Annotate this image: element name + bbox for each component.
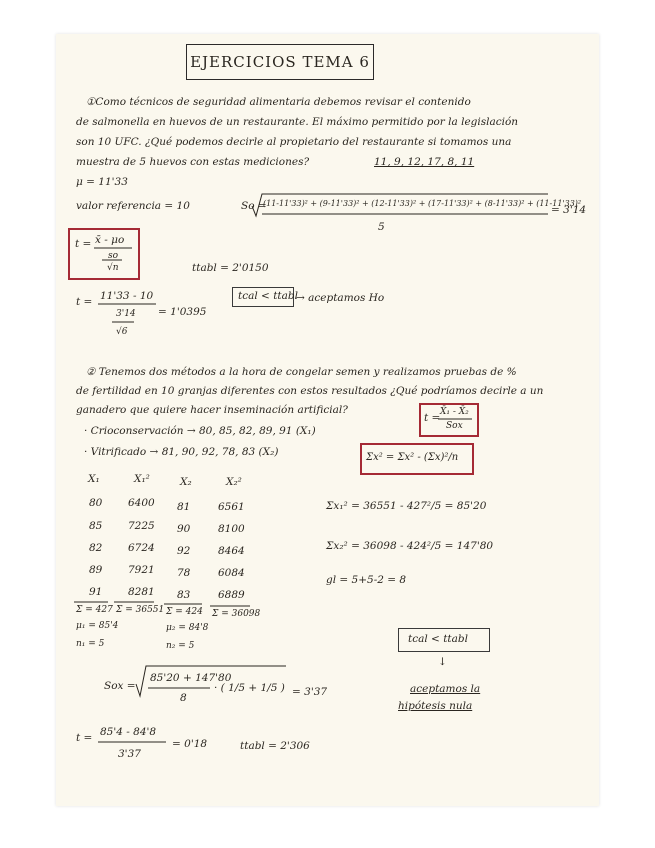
sox-denominator: 8	[180, 692, 187, 704]
table-cell: 8464	[218, 545, 245, 557]
ex1-line-2: de salmonella en huevos de un restaurante. El máximo permitido por la legislación	[76, 116, 519, 128]
ex1-t-table: ttabl = 2'0150	[192, 262, 269, 274]
table-cell: 83	[177, 589, 191, 601]
ex2-t-formula-label: t =	[424, 412, 441, 424]
mu-1: μ₁ = 85'4	[76, 621, 119, 631]
down-arrow-icon: ↓	[438, 656, 447, 668]
ex1-line-4: muestra de 5 huevos con estas mediciones?	[76, 156, 310, 168]
table-cell: 6889	[218, 589, 245, 601]
calc-sum-sq-1: Σx₁² = 36551 - 427²/5 = 85'20	[326, 500, 487, 512]
col-header-x1: X₁	[88, 473, 100, 485]
table-cell: 89	[89, 564, 103, 576]
ex1-so-denominator: 5	[378, 221, 385, 233]
sqrt-sign	[136, 666, 286, 696]
ex1-t-numerator: 11'33 - 10	[100, 290, 154, 302]
table-cell: 80	[89, 497, 103, 509]
table-cell: 78	[177, 567, 191, 579]
col-header-x2-sq: X₂²	[226, 476, 242, 488]
ex2-t-formula-numerator: X̄₁ - X̄₂	[440, 407, 469, 417]
ex1-data-values: 11, 9, 12, 17, 8, 11	[374, 156, 475, 168]
sox-factor: · ( 1/5 + 1/5 )	[214, 682, 285, 694]
sum-squares-formula: Σx² = Σx² - (Σx)²/n	[366, 452, 459, 463]
ex1-t-result: = 1'0395	[158, 306, 207, 318]
ex2-t-result: = 0'18	[172, 738, 208, 750]
ex2-line-2: de fertilidad en 10 granjas diferentes con estos resultados ¿Qué podríamos decirle a un	[76, 385, 544, 397]
t-formula-so: so	[108, 251, 119, 261]
total-x2: Σ = 424	[166, 607, 203, 617]
table-cell: 90	[177, 523, 191, 535]
sox-label: Sox =	[104, 680, 136, 692]
sox-numerator: 85'20 + 147'80	[150, 672, 232, 684]
t-formula-label: t =	[75, 238, 92, 250]
table-cell: 8100	[218, 523, 245, 535]
ex1-t-den-bot: √6	[116, 327, 128, 337]
ex2-method-2: · Vitrificado → 81, 90, 92, 78, 83 (X₂)	[84, 446, 279, 458]
table-cell: 8281	[128, 586, 155, 598]
ex1-reference-value: valor referencia = 10	[76, 200, 190, 212]
accept-line-1: aceptamos la	[410, 683, 481, 695]
ex1-t-label: t =	[76, 296, 93, 308]
ex1-line-3: son 10 UFC. ¿Qué podemos decirle al propietario del restaurante si tomamos una	[76, 136, 512, 148]
ex2-t-denominator: 3'37	[118, 748, 141, 760]
ex2-method-1: · Crioconservación → 80, 85, 82, 89, 91 (X₁)	[84, 425, 316, 437]
table-cell: 85	[89, 520, 103, 532]
t-formula-numerator: x̄ - μo	[95, 234, 125, 246]
ex1-line-1: ①Como técnicos de seguridad alimentaria debemos revisar el contenido	[86, 96, 471, 108]
t-formula-sqrt-n: √n	[107, 263, 119, 273]
col-header-x2: X₂	[180, 476, 192, 488]
ex1-decision: → aceptamos Ho	[296, 292, 385, 304]
ex1-t-den-top: 3'14	[116, 309, 136, 319]
ex1-so-numerator: (11-11'33)² + (9-11'33)² + (12-11'33)² + (17-11'33)² + (8-11'33)² + (11-11'33)²	[263, 199, 582, 208]
table-cell: 6400	[128, 497, 155, 509]
sox-result: = 3'37	[292, 686, 328, 698]
ex2-t-numerator: 85'4 - 84'8	[100, 726, 157, 738]
total-x2-sq: Σ = 36098	[212, 609, 261, 619]
ex1-mu: μ = 11'33	[76, 176, 128, 188]
table-cell: 92	[177, 545, 191, 557]
calc-sum-sq-2: Σx₂² = 36098 - 424²/5 = 147'80	[326, 540, 494, 552]
ex1-so-label: So =	[241, 200, 267, 212]
table-cell: 7225	[128, 520, 155, 532]
n-1: n₁ = 5	[76, 639, 105, 649]
ex2-line-1: ② Tenemos dos métodos a la hora de congelar semen y realizamos pruebas de %	[86, 366, 517, 378]
ex2-decision-box-text: tcal < ttabl	[408, 633, 468, 645]
sqrt-sign	[252, 194, 548, 216]
table-cell: 6561	[218, 501, 245, 513]
mu-2: μ₂ = 84'8	[166, 623, 209, 633]
table-cell: 7921	[128, 564, 155, 576]
degrees-of-freedom: gl = 5+5-2 = 8	[326, 574, 407, 586]
ex2-t-label: t =	[76, 732, 93, 744]
ex2-line-3: ganadero que quiere hacer inseminación artificial?	[76, 404, 348, 416]
accept-line-2: hipótesis nula	[398, 700, 473, 712]
ex1-so-result: = 3'14	[551, 204, 587, 216]
table-cell: 81	[177, 501, 191, 513]
ex2-t-table: ttabl = 2'306	[240, 740, 310, 752]
page-title: EJERCICIOS TEMA 6	[186, 44, 374, 80]
total-x1: Σ = 427	[76, 605, 113, 615]
col-header-x1-sq: X₁²	[134, 473, 150, 485]
ex2-t-formula-denominator: Sox	[446, 421, 463, 431]
n-2: n₂ = 5	[166, 641, 195, 651]
total-x1-sq: Σ = 36551	[116, 605, 165, 615]
table-cell: 6724	[128, 542, 155, 554]
table-cell: 6084	[218, 567, 245, 579]
ex1-decision-box-text: tcal < ttabl	[238, 290, 298, 302]
table-cell: 82	[89, 542, 103, 554]
table-cell: 91	[89, 586, 103, 598]
